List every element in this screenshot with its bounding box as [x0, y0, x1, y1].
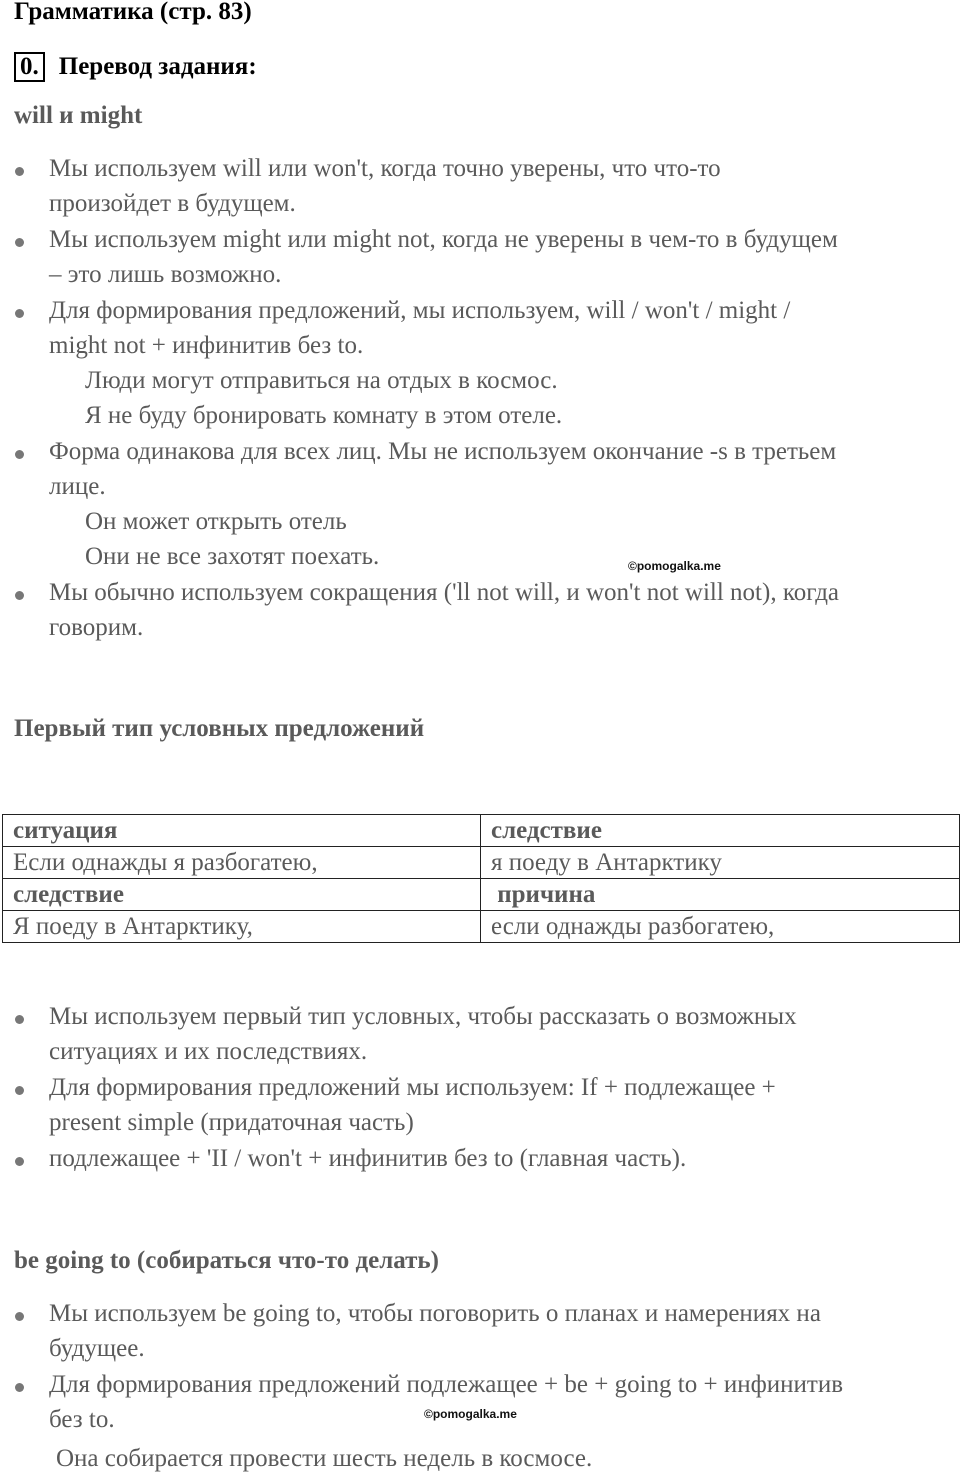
bullet-icon [15, 238, 24, 247]
list-item-text: Для формирования предложений мы используем: If + подлежащее + [49, 1074, 776, 1101]
example-sentence: Я не буду бронировать комнату в этом отеле. [85, 402, 563, 429]
list-item-text: Для формирования предложений, мы используем, will / won't / might / [49, 297, 791, 324]
watermark: ©pomogalka.me [424, 1407, 517, 1421]
table-row [3, 815, 960, 847]
watermark: ©pomogalka.me [628, 559, 721, 573]
table-header-cell: следствие [481, 815, 960, 847]
list-item-text: Мы используем will или won't, когда точно уверены, что что-то [49, 155, 721, 182]
list-item-text: ситуациях и их последствиях. [49, 1038, 368, 1065]
task-number-box: 0. [14, 52, 45, 82]
list-item-text: лице. [49, 473, 106, 500]
example-sentence: Она собирается провести шесть недель в космосе. [56, 1445, 593, 1472]
bullet-icon [15, 1086, 24, 1095]
list-item-text: без to. [49, 1406, 115, 1433]
task-header [14, 52, 257, 82]
example-sentence: Они не все захотят поехать. [85, 543, 380, 570]
list-item-text: произойдет в будущем. [49, 190, 296, 217]
table-cell: я поеду в Антарктику [481, 847, 960, 879]
table-row [3, 911, 960, 943]
bullet-icon [15, 1383, 24, 1392]
example-sentence: Он может открыть отель [85, 508, 347, 535]
table-header-cell: причина [481, 879, 960, 911]
section-heading-first-conditional: Первый тип условных предложений [14, 715, 425, 742]
section-heading-will-might: will и might [14, 102, 143, 129]
list-item-text: might not + инфинитив без to. [49, 332, 364, 359]
bullet-icon [15, 1312, 24, 1321]
list-item-text: Мы используем be going to, чтобы поговорить о планах и намерениях на [49, 1300, 821, 1327]
table-header-cell: ситуация [3, 815, 481, 847]
section-heading-be-going-to: be going to (собираться что-то делать) [14, 1247, 439, 1274]
table-header-cell: следствие [3, 879, 481, 911]
list-item-text: говорим. [49, 614, 144, 641]
table-cell: Я поеду в Антарктику, [3, 911, 481, 943]
list-item-text: Мы обычно используем сокращения ('ll not will, и won't not will not), когда [49, 579, 840, 606]
list-item-text: – это лишь возможно. [49, 261, 282, 288]
table-row [3, 879, 960, 911]
example-sentence: Люди могут отправиться на отдых в космос. [85, 367, 558, 394]
bullet-icon [15, 450, 24, 459]
list-item-text: Мы используем might или might not, когда не уверены в чем-то в будущем [49, 226, 838, 253]
list-item-text: present simple (придаточная часть) [49, 1109, 414, 1136]
page-title: Грамматика (стр. 83) [14, 0, 252, 25]
bullet-icon [15, 1015, 24, 1024]
list-item-text: Для формирования предложений подлежащее + be + going to + инфинитив [49, 1371, 844, 1398]
list-item-text: Форма одинакова для всех лиц. Мы не используем окончание -s в третьем [49, 438, 837, 465]
bullet-icon [15, 167, 24, 176]
bullet-icon [15, 309, 24, 318]
table-row [3, 847, 960, 879]
bullet-icon [15, 591, 24, 600]
list-item-text: подлежащее + 'II / won't + инфинитив без to (главная часть). [49, 1145, 687, 1172]
bullet-icon [15, 1157, 24, 1166]
list-item-text: будущее. [49, 1335, 145, 1362]
task-label: Перевод задания: [58, 53, 257, 80]
table-cell: Если однажды я разбогатею, [3, 847, 481, 879]
table-cell: если однажды разбогатею, [481, 911, 960, 943]
conditional-table [2, 814, 960, 943]
list-item-text: Мы используем первый тип условных, чтобы рассказать о возможных [49, 1003, 797, 1030]
